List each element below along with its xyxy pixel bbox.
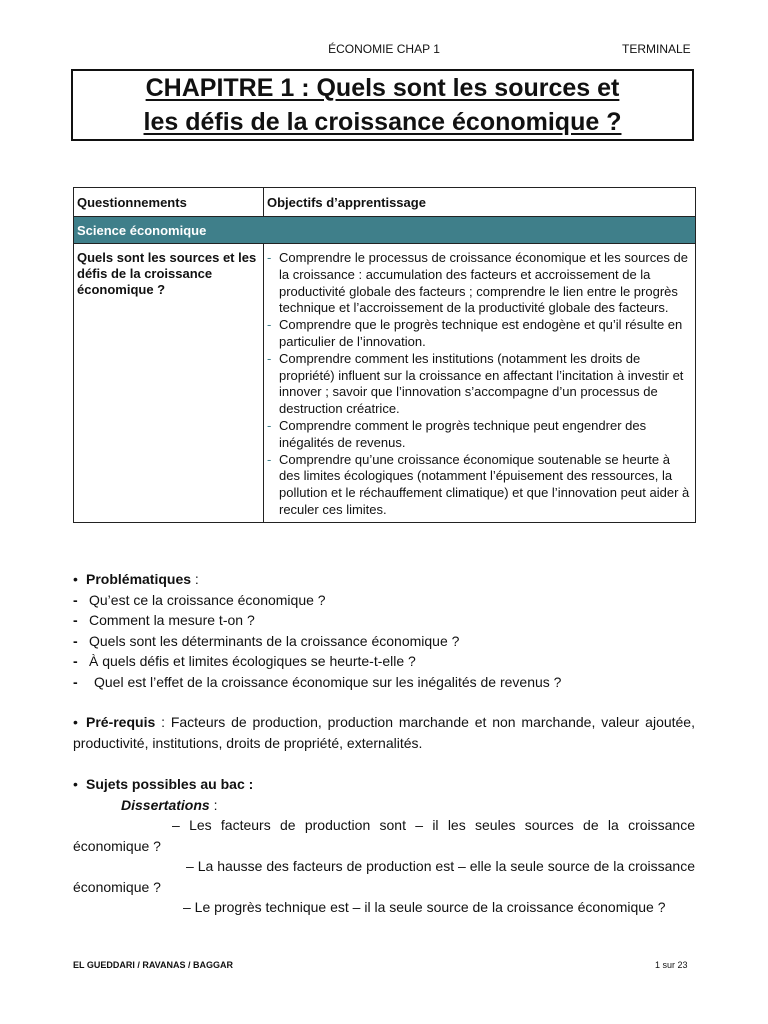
question-cell: Quels sont les sources et les défis de la croissance économique ? (74, 244, 264, 523)
objective-item: - Comprendre que le progrès technique est endogène et qu’il résulte en particulier de l’innovation. (267, 317, 683, 349)
section-label: Science économique (74, 217, 696, 244)
col-header-questions: Questionnements (74, 188, 264, 217)
prerequis-section: • Pré-requis : Facteurs de production, production marchande et non marchande, valeur ajoutée, productivité, institutions, droits de propriété, externalités. (73, 714, 695, 751)
dot-bullet: • (73, 714, 78, 730)
header-chapter: ÉCONOMIE CHAP 1 (328, 42, 440, 56)
problematiques-heading: • Problématiques : (73, 569, 695, 590)
title-line-2: les défis de la croissance économique ? (143, 108, 622, 136)
dot-bullet: • (73, 776, 78, 792)
table-header-row (74, 188, 696, 217)
objective-item: - Comprendre qu’une croissance économique soutenable se heurte à des limites écologiques (notamment l’épuisement des ressources, la pollution et le réchauffement climatique) et que l’innovation peut aider à reculer ces limites. (267, 451, 690, 517)
objective-item: - Comprendre le processus de croissance économique et les sources de la croissance : accumulation des facteurs et accroissement de la productivité globale des facteurs ; comprendre le lien entre le progrès technique et l’accroissement de la productivité globale des facteurs. (267, 250, 688, 316)
objectives-cell (264, 244, 696, 523)
list-item: - À quels défis et limites écologiques se heurte-t-elle ? (73, 653, 416, 669)
problematiques-section (73, 569, 695, 692)
title-line-1: CHAPITRE 1 : Quels sont les sources et (145, 74, 620, 102)
sujet-item: – La hausse des facteurs de production est – elle la seule source de la croissance économique ? (73, 858, 695, 895)
col-header-objectives: Objectifs d’apprentissage (264, 188, 696, 217)
table-row (74, 244, 696, 523)
chapter-title-box (71, 69, 694, 141)
list-item: - Quel est l’effet de la croissance économique sur les inégalités de revenus ? (73, 673, 562, 690)
sujet-item: – Le progrès technique est – il la seule source de la croissance économique ? (183, 899, 666, 915)
list-item: - Quels sont les déterminants de la croissance économique ? (73, 632, 460, 649)
footer-authors: EL GUEDDARI / RAVANAS / BAGGAR (73, 960, 234, 970)
dot-bullet: • (73, 571, 78, 587)
dash-bullet: - (267, 250, 272, 265)
dash-bullet: - (267, 317, 272, 333)
list-item: - Qu’est ce la croissance économique ? (73, 591, 326, 608)
objective-item: - Comprendre comment les institutions (notamment les droits de propriété) influent sur la croissance en affectant l’incitation à investir et innover ; savoir que l’innovation s’accompagne d’un processus de destruction créatrice. (267, 350, 684, 417)
dash-bullet: - (267, 451, 272, 467)
section-row (74, 217, 696, 244)
chapter-title (144, 71, 622, 139)
objective-item: - Comprendre comment le progrès technique peut engendrer des inégalités de revenus. (267, 417, 647, 450)
header-level: TERMINALE (622, 42, 691, 56)
footer-page-number: 1 sur 23 (655, 960, 688, 970)
dissertations-label: Dissertations : (121, 796, 218, 813)
sujets-heading: • Sujets possibles au bac : (73, 774, 695, 795)
list-item: - Comment la mesure t-on ? (73, 612, 255, 628)
dash-bullet: - (267, 350, 272, 366)
sujet-item: – Les facteurs de production sont – il les seules sources de la croissance économique ? (73, 817, 695, 854)
dash-bullet: - (267, 417, 272, 433)
sujets-section (73, 774, 695, 918)
objectives-table (73, 187, 696, 523)
